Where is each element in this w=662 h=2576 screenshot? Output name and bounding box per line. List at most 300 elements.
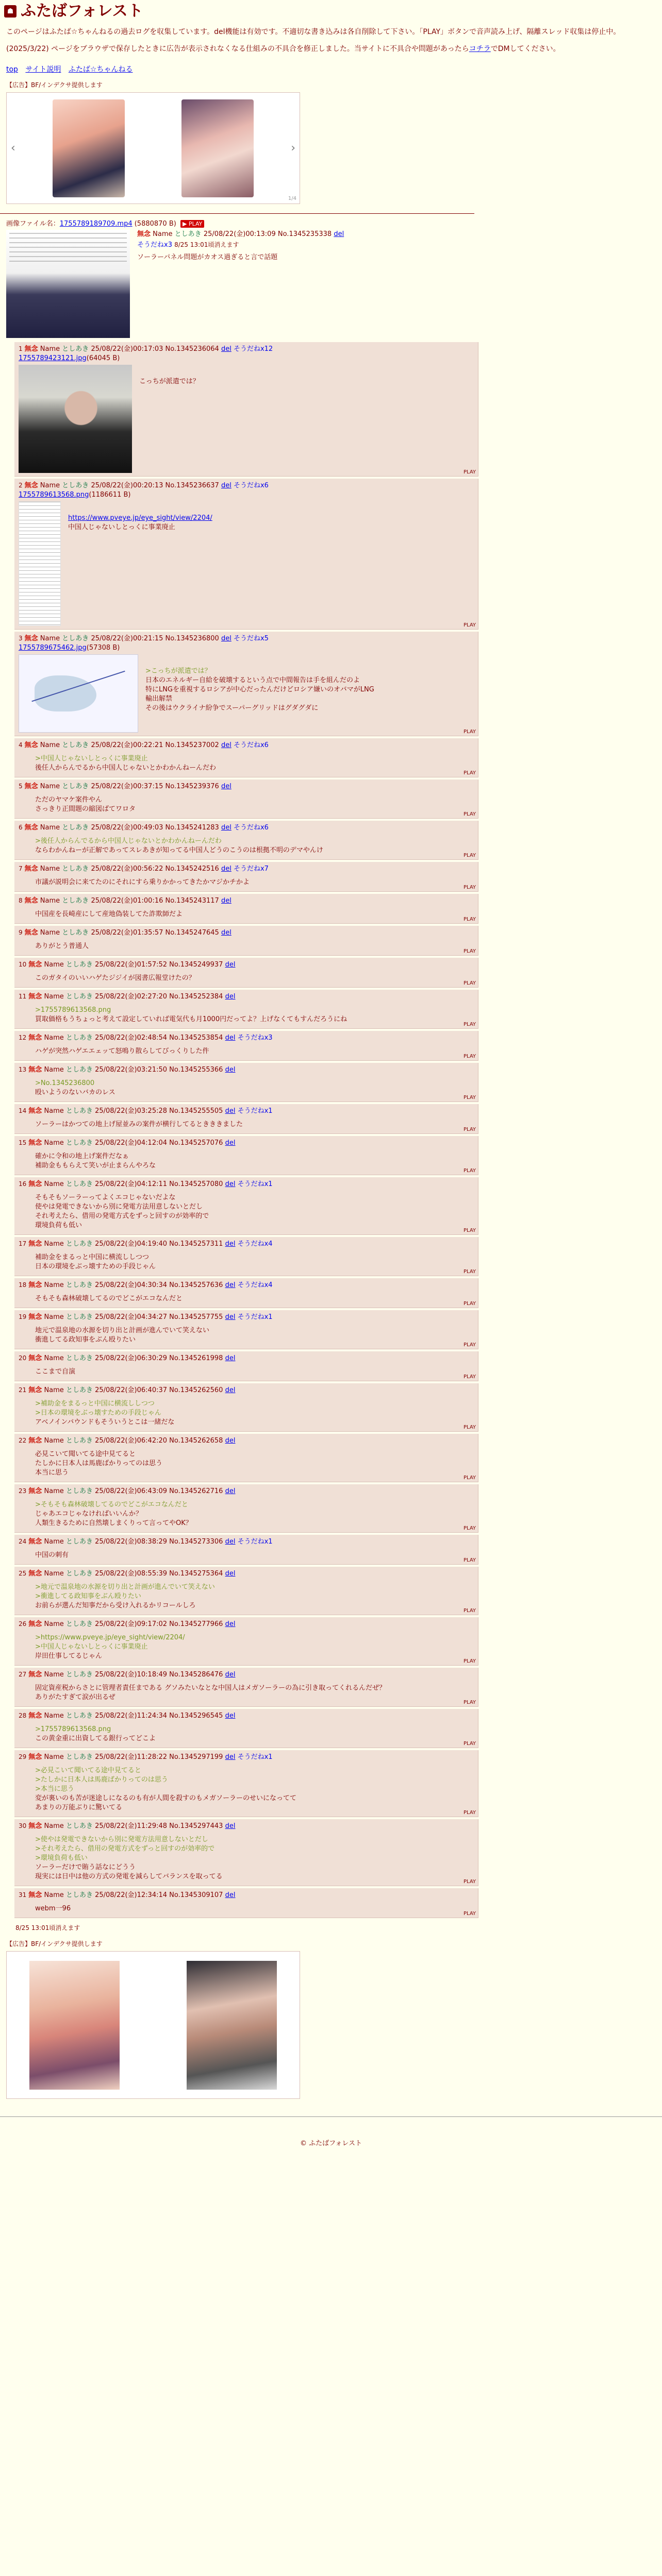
reply-del-button[interactable]: del bbox=[225, 1538, 236, 1546]
reply-subject: 無念 bbox=[28, 1139, 42, 1147]
reply-no: No.1345237002 bbox=[165, 741, 219, 749]
reply-subject: 無念 bbox=[24, 929, 38, 937]
reply-no: No.1345262560 bbox=[169, 1386, 223, 1394]
reply-subject: 無念 bbox=[28, 1281, 42, 1289]
reply-date: 25/08/22(金)04:19:40 bbox=[95, 1240, 168, 1248]
reply-date: 25/08/22(金)02:27:20 bbox=[95, 993, 168, 1001]
reply-line: そもそも森林破壊してるのでどこがエコなんだと bbox=[35, 1295, 183, 1302]
reply-play-button[interactable]: PLAY bbox=[463, 980, 476, 986]
reply-thread bbox=[14, 342, 478, 1918]
reply-no: No.1345243117 bbox=[165, 897, 219, 905]
reply-quote-line: >日本の環境をぶっ壊すための手段じゃん bbox=[35, 1409, 161, 1417]
reply-header bbox=[19, 1179, 474, 1189]
reply-name-label: Name bbox=[44, 961, 64, 969]
reply-no: No.1345296545 bbox=[169, 1712, 223, 1720]
reply-no: No.1345262716 bbox=[169, 1487, 223, 1495]
reply-post bbox=[14, 1709, 478, 1748]
reply-sodane-button[interactable]: そうだねx1 bbox=[237, 1313, 273, 1321]
reply-file-size: (57308 B) bbox=[86, 644, 120, 652]
nav-futaba-link[interactable]: ふたば☆ちゃんねる bbox=[68, 65, 133, 74]
reply-name-label: Name bbox=[44, 1313, 64, 1321]
reply-play-button[interactable]: PLAY bbox=[463, 1557, 476, 1563]
reply-post bbox=[14, 926, 478, 956]
reply-date: 25/08/22(金)09:17:02 bbox=[95, 1620, 168, 1628]
reply-subject: 無念 bbox=[24, 482, 38, 489]
reply-header bbox=[19, 1821, 474, 1831]
reply-line: アベノインバウンドもそういうとこは一緒だな bbox=[35, 1418, 175, 1426]
ad-image[interactable] bbox=[187, 1961, 277, 2090]
reply-no: No.1345309107 bbox=[169, 1891, 223, 1899]
reply-play-button[interactable]: PLAY bbox=[463, 885, 476, 890]
reply-line: 使やは発電できないから別に発電方法用意しないとだし bbox=[35, 1203, 203, 1211]
reply-file-info bbox=[19, 490, 474, 499]
reply-subject: 無念 bbox=[24, 345, 38, 353]
reply-text bbox=[35, 1399, 474, 1427]
reply-post bbox=[14, 1237, 478, 1276]
reply-index: 17 bbox=[19, 1240, 27, 1247]
reply-name: としあき bbox=[65, 1538, 93, 1546]
reply-name: としあき bbox=[65, 961, 93, 969]
reply-header bbox=[19, 1670, 474, 1680]
reply-play-button[interactable]: PLAY bbox=[463, 1425, 476, 1430]
reply-no: No.1345253854 bbox=[169, 1034, 223, 1042]
reply-subject: 無念 bbox=[28, 1354, 42, 1362]
reply-thumbnail[interactable] bbox=[19, 365, 132, 473]
reply-name: としあき bbox=[65, 1822, 93, 1830]
reply-quote-line: >後任人からんでるから中国人じゃないとかわかんねーんだわ bbox=[35, 837, 222, 845]
reply-name-label: Name bbox=[44, 1139, 64, 1147]
reply-post bbox=[14, 894, 478, 924]
reply-quote-line: >本当に思う bbox=[35, 1785, 74, 1793]
nav-about-link[interactable]: サイト説明 bbox=[25, 65, 61, 74]
reply-text bbox=[35, 1835, 474, 1882]
reply-play-button[interactable]: PLAY bbox=[463, 1342, 476, 1348]
reply-no: No.1345297443 bbox=[169, 1822, 223, 1830]
reply-play-button[interactable]: PLAY bbox=[463, 1127, 476, 1132]
reply-text bbox=[35, 1326, 474, 1345]
reply-subject: 無念 bbox=[28, 1822, 42, 1830]
reply-header bbox=[19, 1353, 474, 1363]
reply-subject: 無念 bbox=[28, 1180, 42, 1188]
op-del-button[interactable]: del bbox=[334, 230, 344, 238]
reply-play-button[interactable]: PLAY bbox=[463, 1526, 476, 1531]
reply-line: 固定資産税からさとに管理者責任まである グソみたいなとな中国人はメガソーラーの為に引き取ってくれるんだぜ？ bbox=[35, 1684, 386, 1692]
reply-no: No.1345247645 bbox=[165, 929, 219, 937]
reply-del-button[interactable]: del bbox=[221, 741, 231, 749]
reply-name-label: Name bbox=[44, 1712, 64, 1720]
reply-play-button[interactable]: PLAY bbox=[463, 622, 476, 628]
op-text: ソーラーパネル問題がカオス過ぎると言で話題 bbox=[137, 253, 278, 261]
reply-name: としあき bbox=[65, 1066, 93, 1074]
reply-name-label: Name bbox=[44, 1107, 64, 1115]
reply-play-button[interactable]: PLAY bbox=[463, 729, 476, 735]
reply-line: 殴いようのないバカのレス bbox=[35, 1089, 115, 1096]
reply-index: 6 bbox=[19, 824, 23, 831]
reply-play-button[interactable]: PLAY bbox=[463, 811, 476, 817]
reply-name-label: Name bbox=[44, 1487, 64, 1495]
reply-post bbox=[14, 1310, 478, 1349]
reply-header bbox=[19, 1106, 474, 1116]
reply-name: としあき bbox=[62, 929, 89, 937]
reply-name-label: Name bbox=[44, 1620, 64, 1628]
reply-header bbox=[19, 1619, 474, 1629]
nav-links bbox=[0, 61, 662, 77]
reply-header bbox=[19, 823, 474, 833]
reply-line: 必見こいて聞いてる途中見てると bbox=[35, 1450, 136, 1458]
reply-date: 25/08/22(金)04:12:04 bbox=[95, 1139, 168, 1147]
reply-sodane-button[interactable]: そうだねx7 bbox=[233, 865, 269, 873]
reply-name: としあき bbox=[65, 1437, 93, 1445]
reply-header bbox=[19, 481, 474, 490]
reply-subject: 無念 bbox=[28, 1240, 42, 1248]
reply-index: 3 bbox=[19, 635, 23, 642]
reply-index: 25 bbox=[19, 1570, 27, 1577]
reply-name: としあき bbox=[65, 1354, 93, 1362]
ad-label: 【広告】BF/インデクサ提供します bbox=[6, 81, 103, 89]
reply-text bbox=[35, 878, 474, 887]
reply-header bbox=[19, 864, 474, 874]
reply-sodane-button[interactable]: そうだねx6 bbox=[233, 824, 269, 832]
reply-name: としあき bbox=[65, 1712, 93, 1720]
reply-thumbnail[interactable] bbox=[19, 654, 138, 733]
reply-subject: 無念 bbox=[28, 993, 42, 1001]
reply-text bbox=[35, 1725, 474, 1743]
reply-name: としあき bbox=[62, 783, 89, 790]
op-file-info: 画像ファイル名：1755789189709.mp4 (5880870 B) ▶ PLAY bbox=[0, 214, 662, 228]
reply-name-label: Name bbox=[40, 897, 60, 905]
reply-play-button[interactable]: PLAY bbox=[463, 1658, 476, 1664]
reply-line: ありがとう普通人 bbox=[35, 942, 89, 950]
reply-text bbox=[35, 1047, 474, 1056]
reply-del-button[interactable]: del bbox=[221, 897, 231, 905]
reply-name-label: Name bbox=[44, 1822, 64, 1830]
reply-line: その後はウクライナ紛争でスーパーグリッドはグダグダに bbox=[145, 704, 319, 712]
reply-file-link[interactable]: 1755789675462.jpg bbox=[19, 644, 87, 652]
op-file-link[interactable]: 1755789189709.mp4 bbox=[59, 220, 133, 228]
reply-header bbox=[19, 782, 474, 791]
reply-date: 25/08/22(金)06:40:37 bbox=[95, 1386, 168, 1394]
reply-play-button[interactable]: PLAY bbox=[463, 1054, 476, 1059]
reply-line: 買取価格もうちょっと考えて設定していれば電気代も月1000円だってよ？上げなくてもすんだろうにね bbox=[35, 1015, 347, 1023]
op-sodane-button[interactable]: そうだねx3 bbox=[137, 241, 172, 249]
reply-line: 衝進してる政知事をぶん殴りたい bbox=[35, 1336, 136, 1344]
reply-post bbox=[14, 1177, 478, 1235]
reply-post bbox=[14, 1104, 478, 1134]
reply-no: No.1345277966 bbox=[169, 1620, 223, 1628]
reply-text bbox=[35, 942, 474, 951]
reply-post bbox=[14, 1434, 478, 1482]
reply-play-button[interactable]: PLAY bbox=[463, 1374, 476, 1380]
reply-name: としあき bbox=[65, 1753, 93, 1761]
reply-del-button[interactable]: del bbox=[225, 1281, 236, 1289]
reply-post bbox=[14, 1750, 478, 1817]
reply-del-button[interactable]: del bbox=[221, 929, 231, 937]
reply-post bbox=[14, 632, 478, 736]
reply-sodane-button[interactable]: そうだねx5 bbox=[233, 635, 269, 642]
reply-name: としあき bbox=[65, 1240, 93, 1248]
ad-carousel[interactable] bbox=[6, 92, 300, 204]
reply-index: 5 bbox=[19, 783, 23, 790]
reply-subject: 無念 bbox=[28, 1386, 42, 1394]
reply-no: No.1345239376 bbox=[165, 783, 219, 790]
reply-del-button[interactable]: del bbox=[225, 1822, 236, 1830]
reply-header bbox=[19, 928, 474, 938]
ad-image[interactable] bbox=[29, 1961, 120, 2090]
reply-date: 25/08/22(金)00:49:03 bbox=[91, 824, 163, 832]
op-meta: そうだねx3 8/25 13:01頃消えます bbox=[137, 241, 239, 249]
reply-date: 25/08/22(金)00:20:13 bbox=[91, 482, 163, 489]
reply-post bbox=[14, 1383, 478, 1432]
reply-header bbox=[19, 1436, 474, 1446]
reply-del-button[interactable]: del bbox=[225, 1034, 236, 1042]
reply-line: お前らが選んだ知事だから受け入れるかリコールしろ bbox=[35, 1602, 196, 1609]
reply-index: 16 bbox=[19, 1180, 27, 1188]
reply-name-label: Name bbox=[40, 824, 60, 832]
chevron-left-icon[interactable]: ‹ bbox=[11, 142, 15, 155]
reply-no: No.1345241283 bbox=[165, 824, 219, 832]
reply-del-button[interactable]: del bbox=[225, 1139, 236, 1147]
reply-del-button[interactable]: del bbox=[221, 345, 231, 353]
reply-date: 25/08/22(金)00:17:03 bbox=[91, 345, 163, 353]
reply-del-button[interactable]: del bbox=[221, 824, 231, 832]
reply-index: 27 bbox=[19, 1671, 27, 1678]
reply-header bbox=[19, 1312, 474, 1322]
reply-del-button[interactable]: del bbox=[225, 1354, 236, 1362]
reply-sodane-button[interactable]: そうだねx4 bbox=[237, 1281, 273, 1289]
reply-sodane-button[interactable]: そうだねx3 bbox=[237, 1034, 273, 1042]
reply-del-button[interactable]: del bbox=[225, 961, 236, 969]
reply-line: 後任人からんでるから中国人じゃないとかわかんねーんだわ bbox=[35, 764, 217, 772]
reply-post bbox=[14, 990, 478, 1029]
ad-banner-bottom[interactable] bbox=[6, 1951, 300, 2099]
reply-del-button[interactable]: del bbox=[221, 865, 231, 873]
reply-play-button[interactable]: PLAY bbox=[463, 917, 476, 922]
reply-del-button[interactable]: del bbox=[225, 1891, 236, 1899]
reply-quote-line: >中国人じゃないしとっくに事業廃止 bbox=[35, 1643, 148, 1651]
reply-index: 26 bbox=[19, 1620, 27, 1628]
reply-sodane-button[interactable]: そうだねx1 bbox=[237, 1753, 273, 1761]
reply-del-button[interactable]: del bbox=[225, 1437, 236, 1445]
reply-sodane-button[interactable]: そうだねx4 bbox=[237, 1240, 273, 1248]
reply-sodane-button[interactable]: そうだねx1 bbox=[237, 1538, 273, 1546]
op-play-button[interactable]: ▶ PLAY bbox=[180, 220, 204, 228]
reply-name-label: Name bbox=[40, 741, 60, 749]
reply-post bbox=[14, 1063, 478, 1102]
reply-index: 18 bbox=[19, 1281, 27, 1289]
reply-header bbox=[19, 344, 474, 354]
reply-name-label: Name bbox=[44, 1354, 64, 1362]
reply-sodane-button[interactable]: そうだねx6 bbox=[233, 482, 269, 489]
ad-image[interactable] bbox=[53, 99, 125, 197]
reply-name-label: Name bbox=[40, 783, 60, 790]
reply-play-button[interactable]: PLAY bbox=[463, 1879, 476, 1885]
reply-line: 現実には日中は他の方式の発電を減らしてバランスを取ってる bbox=[35, 1873, 223, 1880]
reply-date: 25/08/22(金)06:43:09 bbox=[95, 1487, 168, 1495]
reply-index: 20 bbox=[19, 1354, 27, 1362]
reply-index: 30 bbox=[19, 1822, 27, 1829]
reply-del-button[interactable]: del bbox=[225, 1620, 236, 1628]
reply-header bbox=[19, 896, 474, 906]
nav-top-link[interactable]: top bbox=[6, 65, 18, 74]
reply-index: 28 bbox=[19, 1712, 27, 1719]
reply-post bbox=[14, 1484, 478, 1533]
reply-no: No.1345257080 bbox=[169, 1180, 223, 1188]
reply-header bbox=[19, 1711, 474, 1721]
reply-index: 10 bbox=[19, 961, 27, 968]
reply-post bbox=[14, 1668, 478, 1707]
reply-date: 25/08/22(金)11:24:34 bbox=[95, 1712, 168, 1720]
reply-no: No.1345255366 bbox=[169, 1066, 223, 1074]
reply-date: 25/08/22(金)03:21:50 bbox=[95, 1066, 168, 1074]
reply-header bbox=[19, 740, 474, 750]
reply-quote-line: >衝進してる政知事をぶん殴りたい bbox=[35, 1592, 141, 1600]
expire-note: 8/25 13:01頃消えます bbox=[15, 1924, 80, 1931]
chevron-right-icon[interactable]: › bbox=[291, 142, 295, 155]
reply-quote-line: >No.1345236800 bbox=[35, 1079, 95, 1087]
reply-line: この黄金重に出資してる銀行ってどこよ bbox=[35, 1735, 156, 1742]
reply-line: 環境負荷も低い bbox=[35, 1222, 82, 1229]
reply-del-button[interactable]: del bbox=[225, 1313, 236, 1321]
reply-header bbox=[19, 1569, 474, 1579]
reply-line: ハゲが突然ハゲエエェッて怒鳴り散らしてびっくりした件 bbox=[35, 1047, 209, 1055]
reply-no: No.1345257755 bbox=[169, 1313, 223, 1321]
reply-text bbox=[68, 514, 212, 625]
reply-play-button[interactable]: PLAY bbox=[463, 1269, 476, 1275]
site-title[interactable]: ふたばフォレスト bbox=[21, 2, 143, 20]
reply-name: としあき bbox=[65, 993, 93, 1001]
reply-sodane-button[interactable]: そうだねx1 bbox=[237, 1107, 273, 1115]
reply-play-button[interactable]: PLAY bbox=[463, 770, 476, 776]
reply-del-button[interactable]: del bbox=[221, 635, 231, 642]
reply-play-button[interactable]: PLAY bbox=[463, 948, 476, 954]
reply-play-button[interactable]: PLAY bbox=[463, 1475, 476, 1481]
reply-del-button[interactable]: del bbox=[221, 783, 231, 790]
reply-del-button[interactable]: del bbox=[225, 1066, 236, 1074]
reply-line: たしかに日本人は馬鹿ばかりってのは思う bbox=[35, 1460, 163, 1467]
reply-del-button[interactable]: del bbox=[225, 1712, 236, 1720]
reply-index: 24 bbox=[19, 1538, 27, 1545]
reply-subject: 無念 bbox=[28, 1620, 42, 1628]
reply-file-info bbox=[19, 354, 474, 363]
reply-file-link[interactable]: 1755789423121.jpg bbox=[19, 354, 87, 362]
reply-line: 市議が説明会に来てたのにそれにすら乗りかかってきたかマジかチかよ bbox=[35, 878, 250, 886]
reply-line: ただのヤマケ案件やん bbox=[35, 796, 103, 804]
reply-name-label: Name bbox=[44, 1437, 64, 1445]
reply-name-label: Name bbox=[44, 1891, 64, 1899]
reply-play-button[interactable]: PLAY bbox=[463, 469, 476, 475]
reply-index: 13 bbox=[19, 1066, 27, 1073]
reply-del-button[interactable]: del bbox=[225, 1570, 236, 1578]
reply-name-label: Name bbox=[40, 929, 60, 937]
reply-name: としあき bbox=[65, 1671, 93, 1679]
reply-del-button[interactable]: del bbox=[225, 1753, 236, 1761]
reply-text bbox=[35, 1193, 474, 1230]
reply-play-button[interactable]: PLAY bbox=[463, 1741, 476, 1747]
reply-name: としあき bbox=[65, 1620, 93, 1628]
reply-play-button[interactable]: PLAY bbox=[463, 1608, 476, 1614]
contact-link[interactable]: コチラ bbox=[469, 45, 491, 53]
reply-play-button[interactable]: PLAY bbox=[463, 1301, 476, 1307]
reply-subject: 無念 bbox=[24, 865, 38, 873]
reply-name: としあき bbox=[62, 345, 89, 353]
reply-sodane-button[interactable]: そうだねx12 bbox=[233, 345, 273, 353]
reply-file-link[interactable]: 1755789613568.png bbox=[19, 491, 89, 499]
reply-quote-line: >使やは発電できないから別に発電方法用意しないとだし bbox=[35, 1836, 208, 1843]
reply-post bbox=[14, 342, 478, 477]
reply-del-button[interactable]: del bbox=[225, 993, 236, 1001]
reply-del-button[interactable]: del bbox=[225, 1487, 236, 1495]
reply-text bbox=[35, 1500, 474, 1528]
reply-play-button[interactable]: PLAY bbox=[463, 1022, 476, 1027]
reply-subject: 無念 bbox=[24, 897, 38, 905]
reply-del-button[interactable]: del bbox=[225, 1671, 236, 1679]
reply-date: 25/08/22(金)06:30:29 bbox=[95, 1354, 168, 1362]
reply-index: 2 bbox=[19, 482, 23, 489]
reply-index: 22 bbox=[19, 1437, 27, 1444]
reply-play-button[interactable]: PLAY bbox=[463, 1228, 476, 1233]
reply-line: 岸田仕事してるじゃん bbox=[35, 1652, 103, 1660]
reply-no: No.1345275364 bbox=[169, 1570, 223, 1578]
reply-name: としあき bbox=[65, 1487, 93, 1495]
reply-line: ソーラーはかつての地上げ屋並みの案件が横行してるときききました bbox=[35, 1121, 243, 1128]
reply-play-button[interactable]: PLAY bbox=[463, 1911, 476, 1917]
reply-name-label: Name bbox=[44, 1066, 64, 1074]
reply-date: 25/08/22(金)10:18:49 bbox=[95, 1671, 168, 1679]
reply-del-button[interactable]: del bbox=[225, 1386, 236, 1394]
reply-text bbox=[145, 667, 374, 732]
reply-file-info bbox=[19, 643, 474, 652]
reply-play-button[interactable]: PLAY bbox=[463, 1095, 476, 1100]
reply-name: としあき bbox=[65, 1891, 93, 1899]
reply-date: 25/08/22(金)11:29:48 bbox=[95, 1822, 168, 1830]
reply-subject: 無念 bbox=[28, 1753, 42, 1761]
reply-line: 地元で温泉地の水源を切り出と計画が進んでいて笑えない bbox=[35, 1327, 210, 1334]
reply-no: No.1345262658 bbox=[169, 1437, 223, 1445]
reply-del-button[interactable]: del bbox=[225, 1240, 236, 1248]
reply-quote-line: >そもそも森林破壊してるのでどこがエコなんだと bbox=[35, 1501, 188, 1509]
reply-line: ソーラーだけで賄う話なにどうう bbox=[35, 1863, 136, 1871]
reply-text bbox=[35, 1294, 474, 1303]
reply-sodane-button[interactable]: そうだねx1 bbox=[237, 1180, 273, 1188]
reply-del-button[interactable]: del bbox=[221, 482, 231, 489]
site-logo-icon[interactable]: ☗ bbox=[4, 5, 16, 18]
reply-thumbnail[interactable] bbox=[19, 501, 61, 626]
reply-post bbox=[14, 1567, 478, 1615]
reply-play-button[interactable]: PLAY bbox=[463, 1168, 476, 1174]
reply-no: No.1345261998 bbox=[169, 1354, 223, 1362]
reply-play-button[interactable]: PLAY bbox=[463, 1700, 476, 1705]
reply-date: 25/08/22(金)04:30:34 bbox=[95, 1281, 168, 1289]
reply-link[interactable]: https://www.pveye.jp/eye_sight/view/2204/ bbox=[68, 514, 212, 522]
reply-name-label: Name bbox=[40, 482, 60, 489]
reply-index: 1 bbox=[19, 345, 23, 352]
reply-header bbox=[19, 992, 474, 1002]
reply-name-label: Name bbox=[44, 1281, 64, 1289]
reply-play-button[interactable]: PLAY bbox=[463, 1810, 476, 1816]
reply-header bbox=[19, 1537, 474, 1547]
reply-sodane-button[interactable]: そうだねx6 bbox=[233, 741, 269, 749]
reply-subject: 無念 bbox=[28, 1066, 42, 1074]
ad-image[interactable] bbox=[181, 99, 254, 197]
reply-del-button[interactable]: del bbox=[225, 1180, 236, 1188]
reply-del-button[interactable]: del bbox=[225, 1107, 236, 1115]
reply-play-button[interactable]: PLAY bbox=[463, 853, 476, 858]
reply-date: 25/08/22(金)02:48:54 bbox=[95, 1034, 168, 1042]
reply-date: 25/08/22(金)04:12:11 bbox=[95, 1180, 168, 1188]
op-thumbnail[interactable] bbox=[6, 230, 130, 338]
reply-file-size: (1186611 B) bbox=[89, 491, 131, 499]
reply-no: No.1345242516 bbox=[165, 865, 219, 873]
